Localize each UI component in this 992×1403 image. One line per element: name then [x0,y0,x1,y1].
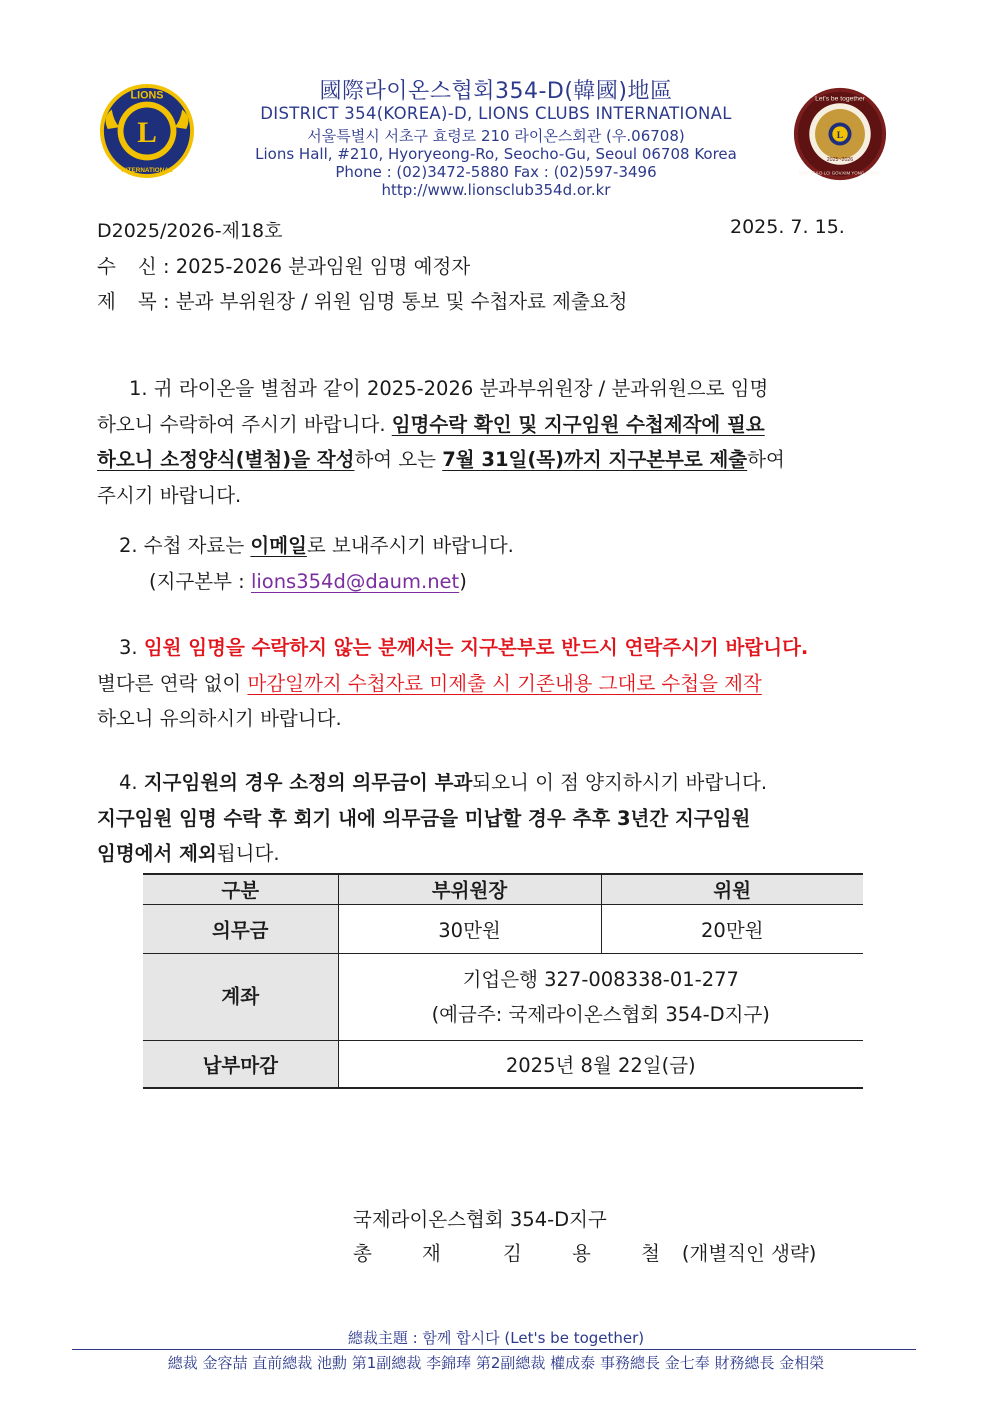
p2-text: (지구본부 : [149,569,251,593]
recipient-key: 수신 [97,255,179,278]
p1-line-2 [97,407,893,443]
p3-warning-underlined: 마감일까지 수첩자료 미제출 시 기존내용 그대로 수첩을 제작 [247,671,762,695]
svg-text:INTERNATIONAL: INTERNATIONAL [121,167,173,175]
signature-org: 국제라이온스협회 354-D지구 [353,1208,607,1231]
email-link[interactable]: lions354d@daum.net [250,569,460,593]
svg-text:LIONS: LIONS [130,89,164,102]
p4-line-3 [97,836,893,872]
footer-divider [72,1349,916,1350]
paragraph-3 [97,630,893,737]
p2-text: 로 보내주시기 바랍니다. [306,534,514,557]
paragraph-4 [97,765,893,872]
table-header-cell: 부위원장 [338,874,601,904]
recipient-line [97,251,470,279]
table-row [143,904,863,953]
website-link[interactable]: http://www.lionsclub354d.or.kr [381,181,611,199]
recipient-value: : 2025-2026 분과임원 임명 예정자 [163,255,471,278]
svg-text:L: L [137,116,157,149]
subject-line [97,286,628,314]
p4-emphasis: 임명에서 제외 [97,842,217,865]
account-cell [338,953,863,1040]
svg-text:L: L [836,129,844,141]
dues-member: 20만원 [601,904,863,953]
district-name-en: DISTRICT 354(KOREA)-D, LIONS CLUBS INTERNATIONAL [260,104,732,123]
payment-deadline: 2025년 8월 22일(금) [338,1040,863,1088]
p3-warning: 임원 임명을 수락하지 않는 분께서는 지구본부로 반드시 연락주시기 바랍니다. [143,636,809,659]
p1-emphasis: 임명수락 확인 및 지구임원 수첩제작에 필요 [391,412,765,436]
table-row [143,1040,863,1088]
document-number: D2025/2026-제18호 [97,220,283,242]
p2-text: ) [459,569,467,593]
footer-motto: 總裁主題 : 함께 합시다 (Let's be together) [347,1329,645,1347]
p4-text: 됩니다. [216,842,280,865]
p1-emphasis-form: 하오니 소정양식(별첨)을 작성 [97,448,355,471]
p4-emphasis: 지구임원의 경우 소정의 의무금이 부과 [143,771,473,794]
row-label-account: 계좌 [143,953,338,1040]
p2-line-1 [97,528,893,564]
svg-text:Let's be together: Let's be together [815,95,865,103]
table-row [143,953,863,1040]
fee-table [143,873,863,1089]
dues-vice-chair: 30만원 [338,904,601,953]
p1-line-1: 1. 귀 라이온을 별첨과 같이 2025-2026 분과부위원장 / 분과위원으로 임명 [129,377,769,400]
address-ko: 서울특별시 서초구 효령로 210 라이온스회관 (우.06708) [307,127,685,145]
p2-line-2 [97,564,893,600]
p1-line-4: 주시기 바랍니다. [97,483,242,507]
p3-text: 3. [119,636,144,659]
p3-line-2 [97,666,893,702]
svg-text:DIST 354-D LCI GOV.KIM YONG CH: DIST 354-D LCI GOV.KIM YONG CHEOL [799,170,881,176]
subject-value: : 분과 부위원장 / 위원 임명 통보 및 수첩자료 제출요청 [163,290,628,313]
p1-text: 하오니 수락하여 주시기 바랍니다. [97,412,392,436]
subject-key: 제목 [97,290,179,313]
paragraph-1 [97,371,893,513]
table-header-cell: 구분 [143,874,338,904]
paragraph-2 [97,528,893,599]
footer-officers: 總裁 金容喆 直前總裁 池勳 第1副總裁 李錦琫 第2副總裁 權成泰 事務總長 金七奉 財務總長 金相榮 [167,1354,825,1372]
p3-text: 별다른 연락 없이 [97,671,248,695]
signature-line [353,1238,816,1266]
p1-text: 하여 [747,448,785,471]
p2-email-emphasis: 이메일 [250,534,307,557]
document-date: 2025. 7. 15. [730,216,845,238]
svg-text:2025~2026: 2025~2026 [826,156,854,163]
p1-deadline: 7월 31일(목)까지 지구본부로 제출 [442,448,748,471]
p4-text: 4. [119,771,144,794]
p3-line-1 [97,630,893,666]
lions-international-logo-icon [98,82,196,180]
table-header-cell: 위원 [601,874,863,904]
row-label-deadline: 납부마감 [143,1040,338,1088]
account-number: 기업은행 327-008338-01-277 [462,967,739,991]
p4-line-1 [97,765,893,801]
p2-text: 2. 수첩 자료는 [119,534,251,557]
account-holder: (예금주: 국제라이온스협회 354-D지구) [431,1002,770,1026]
district-title: 國際라이온스협회354-D(韓國)地區 [319,79,673,104]
address-en: Lions Hall, #210, Hyoryeong-Ro, Seocho-Gu, Seoul 06708 Korea [255,145,737,163]
signature-name: 김 용 철 [503,1242,682,1265]
p4-line-2: 지구임원 임명 수락 후 회기 내에 의무금을 미납할 경우 추후 3년간 지구임원 [97,806,751,830]
p1-text: 하여 오는 [354,448,443,471]
table-header-row [143,874,863,904]
p1-line-3 [97,442,893,478]
phone-fax: Phone : (02)3472-5880 Fax : (02)597-3496 [335,163,657,181]
p3-line-3: 하오니 유의하시기 바랍니다. [97,707,342,730]
governor-emblem-icon [792,86,888,182]
p4-text: 되오니 이 점 양지하시기 바랍니다. [472,771,768,794]
signature-role: 총 재 [353,1242,463,1265]
signature-note: (개별직인 생략) [681,1242,817,1265]
row-label-dues: 의무금 [143,904,338,953]
